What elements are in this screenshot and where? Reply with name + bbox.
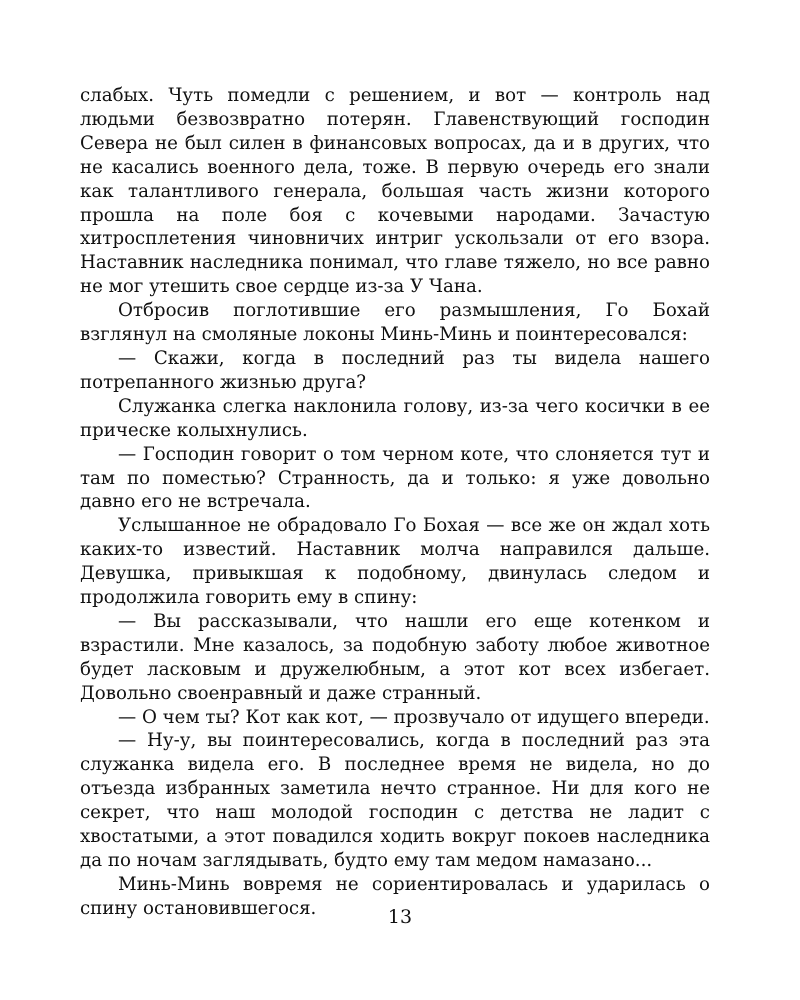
paragraph-7: — Вы рассказывали, что нашли его еще котенком и взрастили. Мне казалось, за подобную заботу любое животное будет ласковым и дружелюбным, а этот кот всех избегает. Довольно своенравный и даже странный. [80, 610, 710, 704]
paragraph-3: — Скажи, когда в последний раз ты видела нашего потрепанного жизнью друга? [80, 347, 710, 393]
page-number: 13 [387, 906, 413, 928]
paragraph-5: — Господин говорит о том черном коте, что слоняется тут и там по поместью? Странность, да и только: я уже довольно давно его не встречала. [80, 443, 710, 513]
paragraph-6: Услышанное не обрадовало Го Бохая — все же он ждал хоть каких-то известий. Наставник молча направился дальше. Девушка, привыкшая к подобному, двинулась следом и продолжила говорить ему в спину: [80, 515, 710, 609]
paragraph-8: — О чем ты? Кот как кот, — прозвучало от идущего впереди. [118, 706, 710, 728]
paragraph-4: Служанка слегка наклонила голову, из-за чего косички в ее прическе колыхнулись. [80, 395, 710, 441]
paragraph-1: слабых. Чуть помедли с решением, и вот — контроль над людьми безвозвратно потерян. Главенствующий господин Севера не был силен в финансовых вопросах, да и в других, что не касались военного дела, тоже. В первую очередь его знали как талантливого генерала, большая часть жизни которого прошла на поле боя с кочевыми народами. Зачастую хитросплетения чиновничих интриг ускользали от его взора. Наставник наследника понимал, что главе тяжело, но все равно не мог утешить свое сердце из-за У Чана. [80, 85, 710, 298]
paragraph-2: Отбросив поглотившие его размышления, Го Бохай взглянул на смоляные локоны Минь-Минь и поинтересовался: [80, 300, 710, 346]
page-body [80, 84, 710, 921]
paragraph-10: Минь-Минь вовремя не сориентировалась и ударилась о спину остановившегося. [80, 873, 710, 919]
paragraph-9: — Ну-у, вы поинтересовались, когда в последний раз эта служанка видела его. В последнее время не видела, но до отъезда избранных заметила нечто странное. Ни для кого не секрет, что наш молодой господин с детства не ладит с хвостатыми, а этот повадился ходить вокруг покоев наследника да по ночам заглядывать, будто ему там медом намазано... [80, 730, 710, 871]
